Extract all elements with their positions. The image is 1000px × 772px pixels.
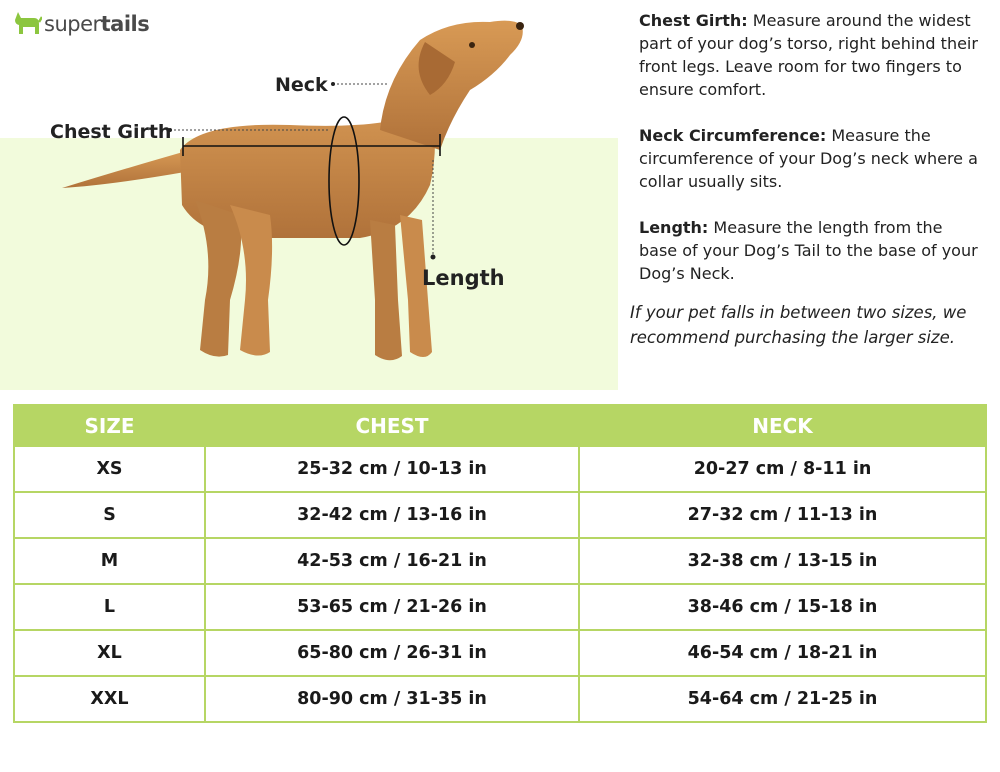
length-label: Length [422,266,505,290]
instruction-length: Length: Measure the length from the base of your Dog’s Tail to the base of your Dog’s Neck. [639,218,978,283]
cell-size: XXL [14,676,205,722]
table-row [14,538,986,584]
cell-chest: 25-32 cm / 10-13 in [205,446,579,492]
table-row [14,676,986,722]
header-size: SIZE [14,405,205,446]
header-chest: CHEST [205,405,579,446]
table-row [14,630,986,676]
cell-neck: 54-64 cm / 21-25 in [579,676,986,722]
cell-size: L [14,584,205,630]
cell-size: S [14,492,205,538]
cell-neck: 46-54 cm / 18-21 in [579,630,986,676]
cell-chest: 32-42 cm / 13-16 in [205,492,579,538]
table-header-row [14,405,986,446]
sizing-note: If your pet falls in between two sizes, we recommend purchasing the larger size. [630,303,967,347]
measurement-instructions [639,9,984,308]
cell-size: XS [14,446,205,492]
cell-neck: 27-32 cm / 11-13 in [579,492,986,538]
dog-measurement-illustration [0,0,620,390]
cell-chest: 80-90 cm / 31-35 in [205,676,579,722]
table-row [14,446,986,492]
chest-girth-label: Chest Girth [50,121,172,143]
cell-chest: 42-53 cm / 16-21 in [205,538,579,584]
brand-name: supertails [44,12,150,36]
cell-neck: 38-46 cm / 15-18 in [579,584,986,630]
neck-label: Neck [275,74,328,96]
header-neck: NECK [579,405,986,446]
cell-size: XL [14,630,205,676]
instruction-chest: Chest Girth: Measure around the widest part of your dog’s torso, right behind their front legs. Leave room for two fingers to ensure comfort. [639,11,978,99]
size-chart-table [13,404,987,723]
cell-neck: 20-27 cm / 8-11 in [579,446,986,492]
cell-chest: 53-65 cm / 21-26 in [205,584,579,630]
cell-neck: 32-38 cm / 13-15 in [579,538,986,584]
cell-size: M [14,538,205,584]
instruction-neck: Neck Circumference: Measure the circumference of your Dog’s neck where a collar usually sits. [639,126,978,191]
table-row [14,492,986,538]
table-row [14,584,986,630]
cell-chest: 65-80 cm / 26-31 in [205,630,579,676]
